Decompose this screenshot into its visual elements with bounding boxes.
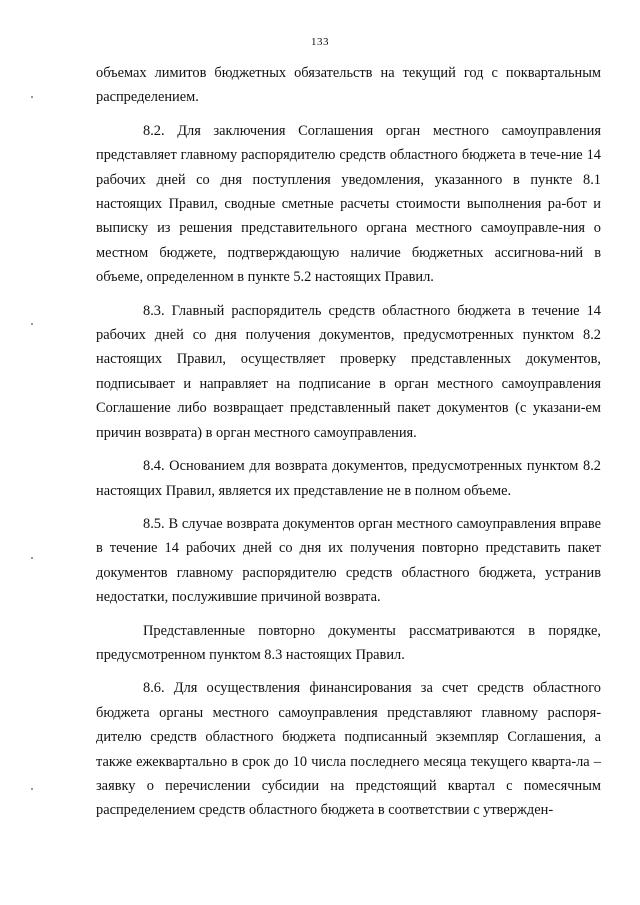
paragraph-8-6: 8.6. Для осуществления финансирования за счет средств областного бюджета органы местного самоуправления представляют главному распоря-дителю средств областного бюджета подписанный экземпляр Соглашения, а также ежеквартально в срок до 10 числа последнего месяца текущего кварта-ла – заявку о перечислении субсидии на предстоящий квартал с помесячным распределением средств областного бюджета в соответствии с утвержден- [96, 680, 601, 819]
scan-speck [31, 788, 33, 790]
paragraph-resubmission: Представленные повторно документы рассматриваются в порядке, предусмотренном пунктом 8.3 настоящих Правил. [96, 622, 601, 663]
paragraph-8-4: 8.4. Основанием для возврата документов, предусмотренных пунктом 8.2 настоящих Правил, является их представление не в полном объеме. [96, 458, 601, 499]
paragraph-8-3: 8.3. Главный распорядитель средств областного бюджета в течение 14 рабочих дней со дня получения документов, предусмотренных пунктом 8.2 настоящих Правил, осуществляет проверку представленных документов, подписывает и направляет на подписание в орган местного самоуправления Соглашение либо возвращает представленный пакет документов (с указани-ем причин возврата) в орган местного самоуправления. [96, 302, 601, 441]
scan-speck [31, 96, 33, 98]
paragraph-8-2: 8.2. Для заключения Соглашения орган местного самоуправления представляет главному распорядителю средств областного бюджета в тече-ние 14 рабочих дней со дня поступления уведомления, указанного в пункте 8.1 настоящих Правил, сводные сметные расчеты стоимости выполнения ра-бот и выписку из решения представительного органа местного самоуправле-ния о местном бюджете, подтверждающую наличие бюджетных ассигнова-ний в объеме, определенном в пункте 5.2 настоящих Правил. [96, 122, 601, 286]
scan-speck [31, 323, 33, 325]
paragraph-8-5: 8.5. В случае возврата документов орган местного самоуправления вправе в течение 14 рабочих дней со дня их получения повторно представить пакет документов главному распорядителю средств областного бюджета, устранив недостатки, послужившие причиной возврата. [96, 515, 601, 606]
page-number: 133 [311, 36, 329, 48]
document-body [96, 61, 601, 823]
scan-speck [31, 557, 33, 559]
paragraph-continuation: объемах лимитов бюджетных обязательств на текущий год с поквартальным распределением. [96, 65, 601, 106]
